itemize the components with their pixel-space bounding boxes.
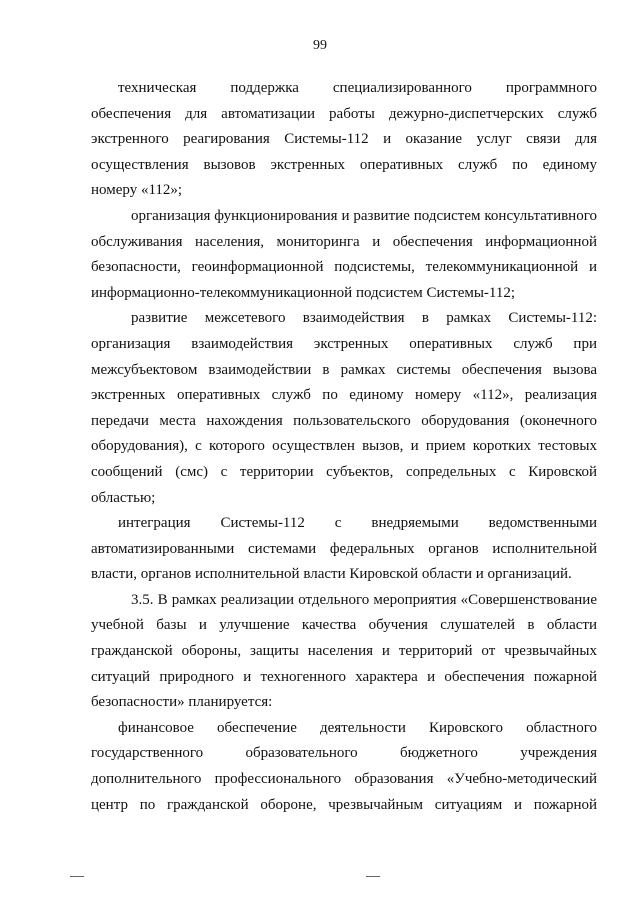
text-line: учебной базы и улучшение качества обучения слушателей в области	[91, 617, 597, 634]
text-line: автоматизированными системами федеральных органов исполнительной	[91, 540, 597, 557]
text-line: информационно-телекоммуникационной подсистем Системы-112;	[91, 284, 516, 301]
text-line: экстренных оперативных служб по единому номеру «112», реализация	[91, 387, 597, 404]
text-line: номеру «112»;	[91, 182, 183, 199]
text-line: областью;	[91, 489, 156, 506]
paragraph-subsystems	[91, 204, 597, 306]
text-line: техническая поддержка специализированного программного	[118, 80, 597, 96]
paragraph-financing	[91, 716, 597, 818]
text-line: дополнительного профессионального образования «Учебно-методический	[91, 771, 597, 788]
scan-artifact	[70, 876, 84, 877]
page-number: 99	[313, 38, 327, 53]
text-line: организация взаимодействия экстренных оперативных служб при	[91, 335, 597, 352]
text-line: развитие межсетевого взаимодействия в рамках Системы-112:	[131, 310, 597, 327]
paragraph-interaction	[91, 306, 597, 511]
text-line: обслуживания населения, мониторинга и обеспечения информационной	[91, 233, 597, 250]
text-line: безопасности, геоинформационной подсистемы, телекоммуникационной и	[91, 259, 597, 276]
text-line: центр по гражданской обороне, чрезвычайным ситуациям и пожарной	[91, 796, 597, 813]
paragraph-tech-support	[91, 76, 597, 204]
text-line: ситуаций природного и техногенного характера и обеспечения пожарной	[91, 668, 597, 685]
text-line: организация функционирования и развитие подсистем консультативного	[131, 207, 597, 224]
text-line: власти, органов исполнительной власти Кировской области и организаций.	[91, 566, 572, 583]
text-line: безопасности» планируется:	[91, 694, 273, 711]
text-line: межсубъектовом взаимодействии в рамках системы обеспечения вызова	[91, 361, 597, 378]
text-line: сообщений (смс) с территории субъектов, сопредельных с Кировской	[91, 463, 597, 480]
text-line: гражданской обороны, защиты населения и территорий от чрезвычайных	[91, 643, 597, 660]
text-line: осуществления вызовов экстренных оперативных служб по единому	[91, 156, 597, 173]
text-line: 3.5. В рамках реализации отдельного мероприятия «Совершенствование	[131, 591, 597, 608]
text-line: оборудования), с которого осуществлен вызов, и прием коротких тестовых	[91, 438, 597, 455]
text-line: государственного образовательного бюджетного учреждения	[91, 745, 597, 762]
paragraph-integration	[91, 511, 597, 588]
text-line: передачи места нахождения пользовательского оборудования (оконечного	[91, 412, 597, 429]
scan-artifact	[366, 876, 380, 877]
text-line: экстренного реагирования Системы-112 и оказание услуг связи для	[91, 131, 597, 148]
text-line: финансовое обеспечение деятельности Кировского областного	[118, 719, 597, 736]
document-body	[91, 76, 597, 818]
paragraph-section-3-5	[91, 588, 597, 716]
text-line: обеспечения для автоматизации работы дежурно-диспетчерских служб	[91, 105, 597, 122]
text-line: интеграция Системы-112 с внедряемыми ведомственными	[118, 515, 597, 532]
